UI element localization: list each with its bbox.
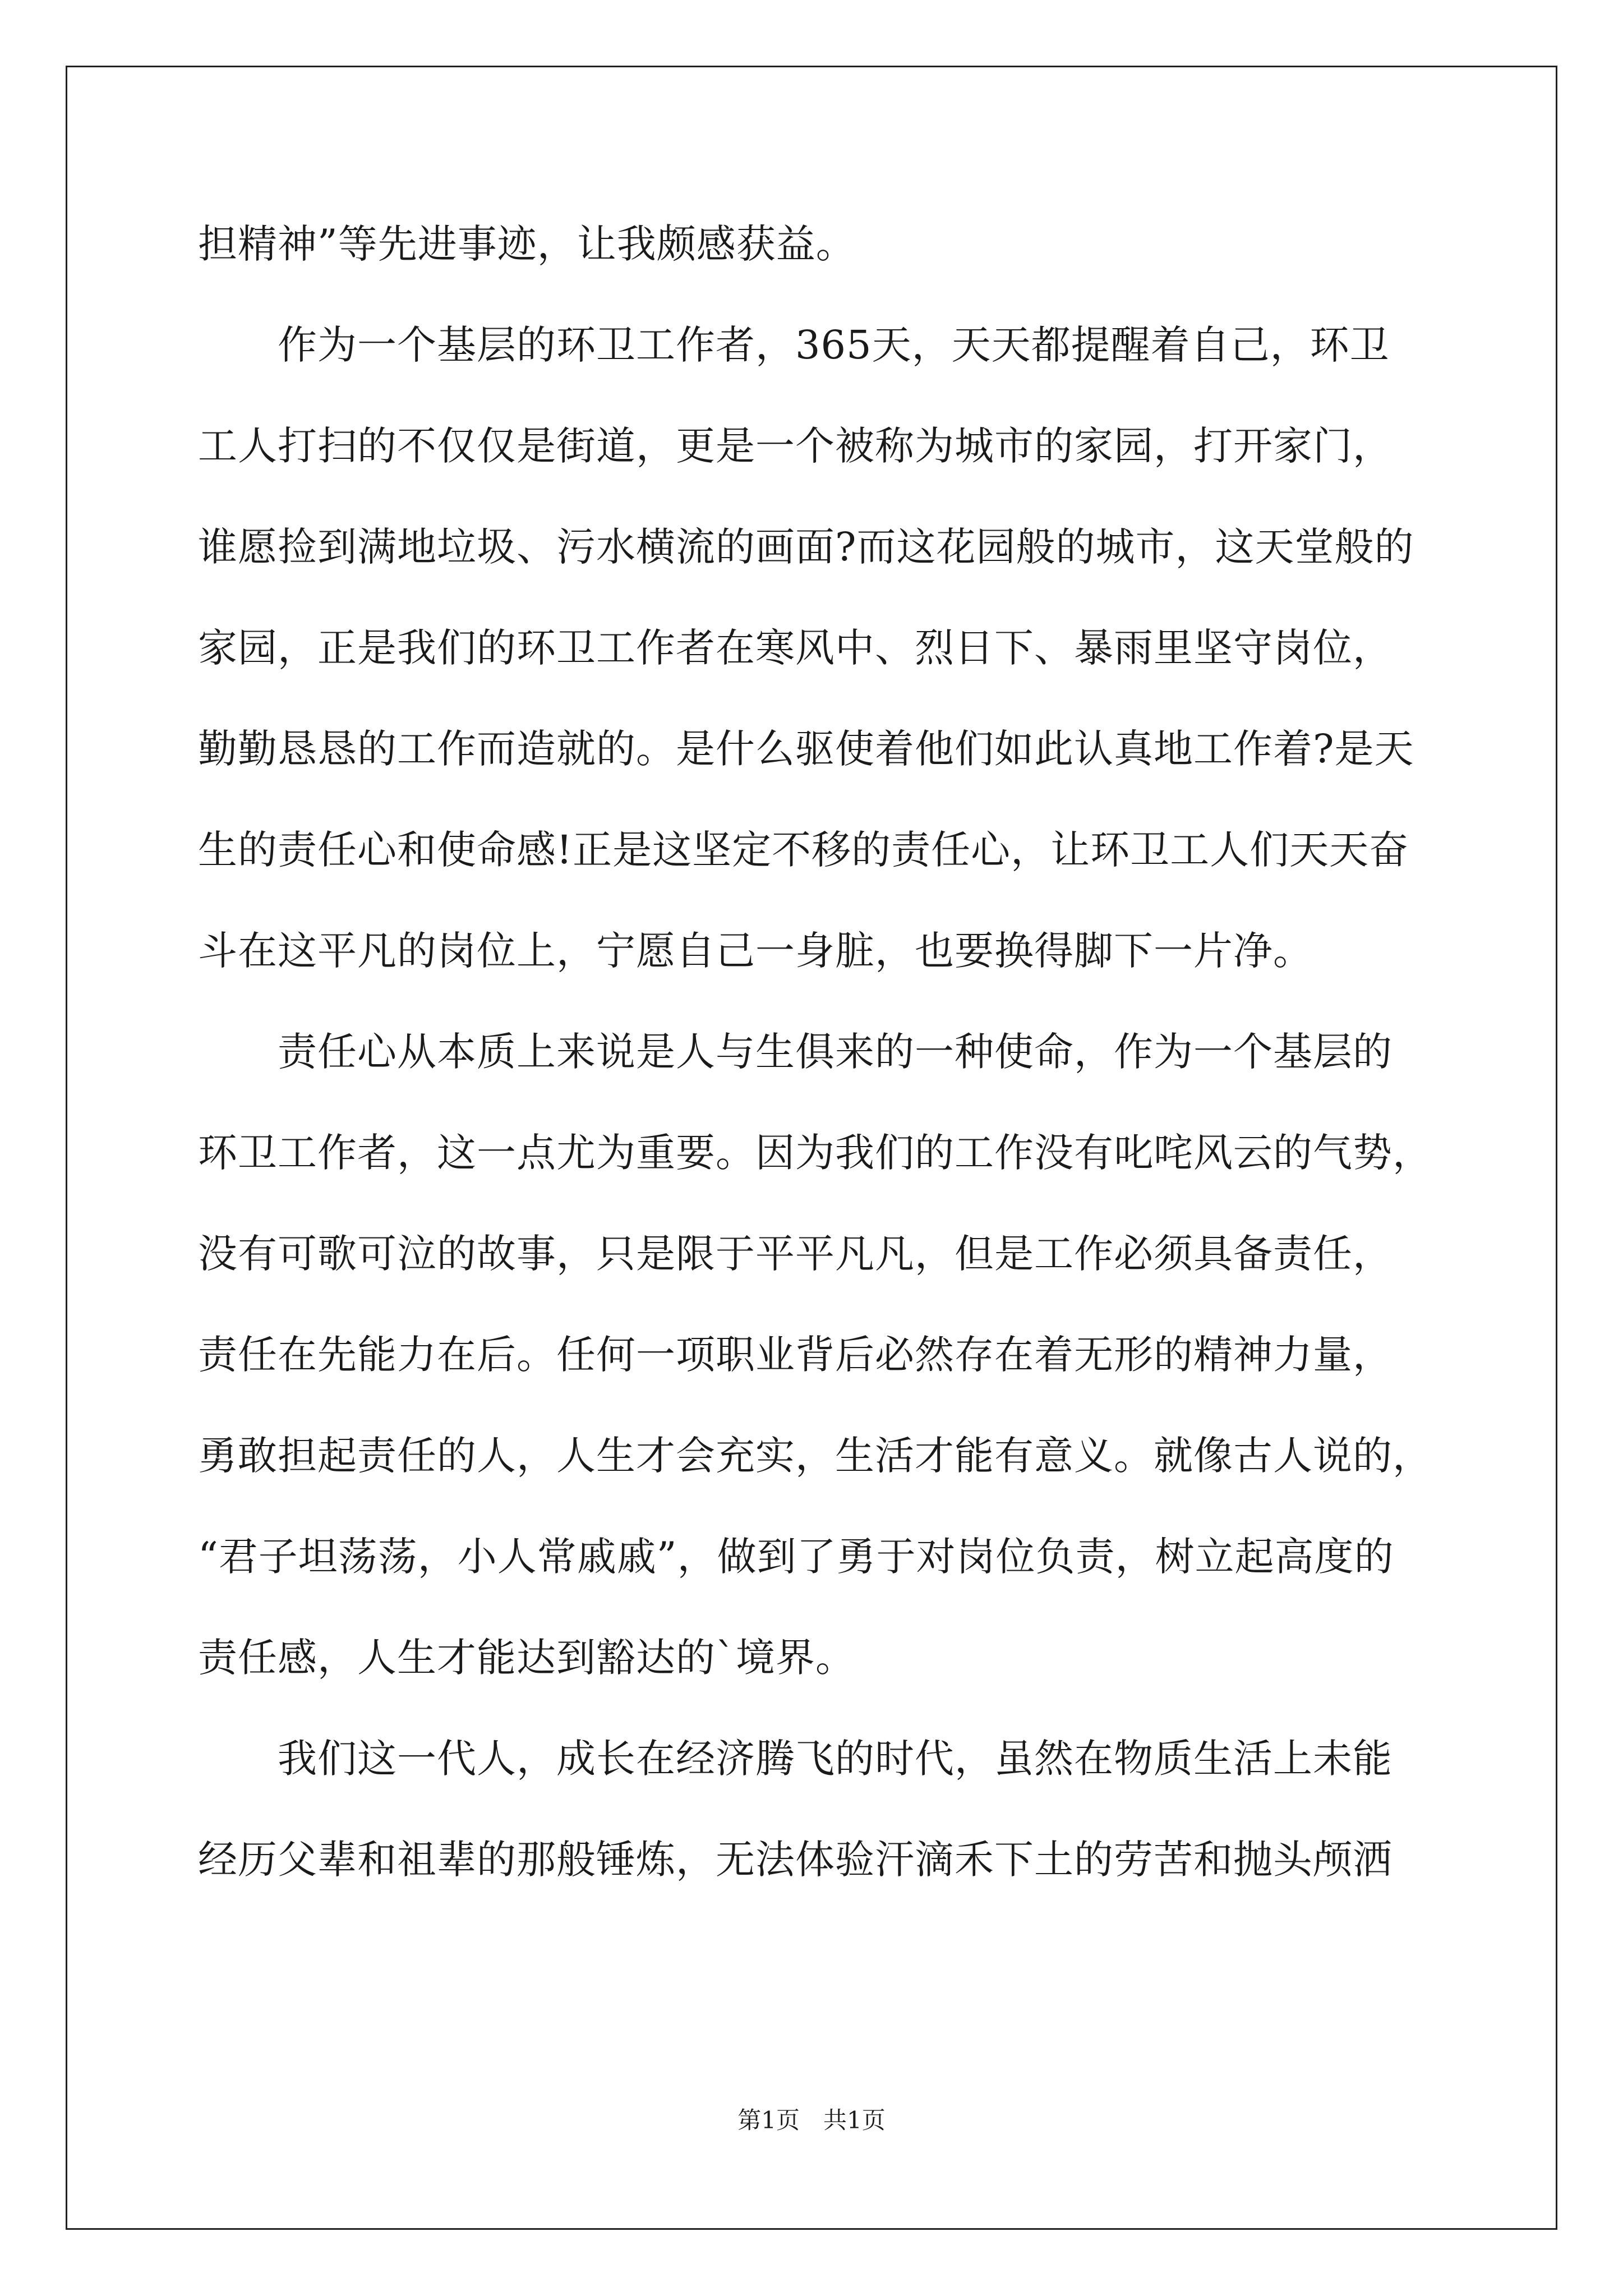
text-line: 勤勤恳恳的工作而造就的。是什么驱使着他们如此认真地工作着?是天	[198, 726, 1414, 772]
text-line: 我们这一代人，成长在经济腾飞的时代，虽然在物质生活上未能	[198, 1736, 1393, 1782]
text-line: 谁愿捡到满地垃圾、污水横流的画面?而这花园般的城市，这天堂般的	[198, 524, 1414, 570]
text-line: 作为一个基层的环卫工作者，365天，天天都提醒着自己，环卫	[198, 322, 1390, 368]
text-line: 家园，正是我们的环卫工作者在寒风中、烈日下、暴雨里坚守岗位，	[198, 625, 1393, 671]
text-line: 经历父辈和祖辈的那般锤炼，无法体验汗滴禾下土的劳苦和抛头颅洒	[198, 1837, 1393, 1883]
text-line: “君子坦荡荡，小人常戚戚”，做到了勇于对岗位负责，树立起高度的	[198, 1534, 1394, 1580]
document-body	[198, 194, 1432, 1910]
text-line: 生的责任心和使命感!正是这坚定不移的责任心，让环卫工人们天天奋	[198, 827, 1409, 873]
text-line: 责任感，人生才能达到豁达的`境界。	[198, 1635, 855, 1681]
text-line: 没有可歌可泣的故事，只是限于平平凡凡，但是工作必须具备责任，	[198, 1231, 1393, 1277]
text-line: 斗在这平凡的岗位上，宁愿自己一身脏，也要换得脚下一片净。	[198, 928, 1313, 974]
text-line: 责任心从本质上来说是人与生俱来的一种使命，作为一个基层的	[198, 1029, 1393, 1075]
text-line: 勇敢担起责任的人，人生才会充实，生活才能有意义。就像古人说的，	[198, 1433, 1432, 1479]
text-line: 责任在先能力在后。任何一项职业背后必然存在着无形的精神力量，	[198, 1332, 1393, 1378]
text-line: 环卫工作者，这一点尤为重要。因为我们的工作没有叱咤风云的气势，	[198, 1130, 1432, 1176]
page-number-footer: 第1页 共1页	[737, 2106, 886, 2134]
text-line: 担精神”等先进事迹，让我颇感获益。	[198, 221, 856, 267]
text-line: 工人打扫的不仅仅是街道，更是一个被称为城市的家园，打开家门，	[198, 423, 1393, 469]
